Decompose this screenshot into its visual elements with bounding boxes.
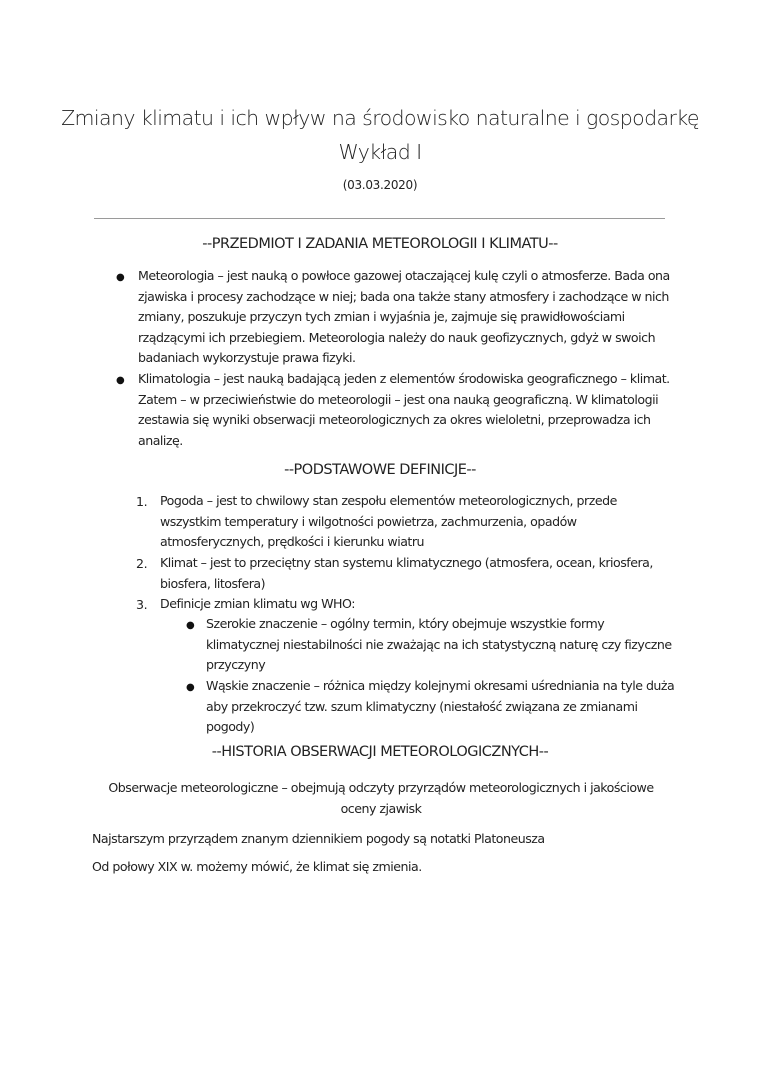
oldest-instrument-line: Najstarszym przyrządem znanym dziennikiem pogody są notatki Platoneusza [92, 831, 545, 846]
lecture-date: (03.03.2020) [342, 178, 418, 192]
document-title: Zmiany klimatu i ich wpływ na środowisko naturalne i gospodarkę [61, 106, 699, 130]
list-item-climatology: Klimatologia – jest nauką badającą jeden z elementów środowiska geograficznego – klimat. Zatem – w przeciwieństwie do meteorologii – jest ona nauką geograficzną. W klimatologii zestawia się wyniki obserwacji meteorologicznych za okres wieloletni, przeprowadza ich analizę. [138, 371, 670, 448]
bullet-icon: ● [186, 682, 195, 693]
bullet-icon: ● [116, 375, 125, 386]
section-heading-definitions: --PODSTAWOWE DEFINICJE-- [284, 462, 476, 478]
section-heading-subject: --PRZEDMIOT I ZADANIA METEOROLOGII I KLIMATU-- [202, 236, 558, 252]
observations-paragraph: Obserwacje meteorologiczne – obejmują odczyty przyrządów meteorologicznych i jakościowe oceny zjawisk [108, 780, 654, 816]
definition-climate: Klimat – jest to przeciętny stan systemu klimatycznego (atmosfera, ocean, kriosfera, biosfera, litosfera) [160, 555, 653, 591]
list-number: 3. [136, 597, 148, 612]
section-heading-history: --HISTORIA OBSERWACJI METEOROLOGICZNYCH-- [211, 744, 549, 760]
bullet-icon: ● [186, 620, 195, 631]
lecture-label: Wykład I [338, 140, 422, 164]
list-number: 2. [136, 556, 148, 571]
definition-climate-change: Definicje zmian klimatu wg WHO: [160, 596, 355, 611]
list-number: 1. [136, 494, 148, 509]
bullet-icon: ● [116, 272, 125, 283]
climate-change-line: Od połowy XIX w. możemy mówić, że klimat się zmienia. [92, 859, 422, 874]
definition-weather: Pogoda – jest to chwilowy stan zespołu elementów meteorologicznych, przede wszystkim temperatury i wilgotności powietrza, zachmurzenia, opadów atmosferycznych, prędkości i kierunku wiatru [160, 493, 617, 549]
sub-item-narrow-meaning: Wąskie znaczenie – różnica między kolejnymi okresami uśredniania na tyle duża aby przekroczyć tzw. szum klimatyczny (niestałość związana ze zmianami pogody) [206, 678, 675, 734]
horizontal-divider [94, 218, 665, 219]
list-item-meteorology: Meteorologia – jest nauką o powłoce gazowej otaczającej kulę czyli o atmosferze. Bada ona zjawiska i procesy zachodzące w niej; bada ona także stany atmosfery i zachodzące w nich zmiany, poszukuje przyczyn tych zmian i wyjaśnia je, zajmuje się prawidłowościami rządzącymi ich przebiegiem. Meteorologia należy do nauk geofizycznych, gdyż w swoich badaniach wykorzystuje prawa fizyki. [138, 268, 670, 365]
sub-item-broad-meaning: Szerokie znaczenie – ogólny termin, który obejmuje wszystkie formy klimatycznej niestabilności nie zważając na ich statystyczną naturę czy fizyczne przyczyny [206, 616, 672, 672]
